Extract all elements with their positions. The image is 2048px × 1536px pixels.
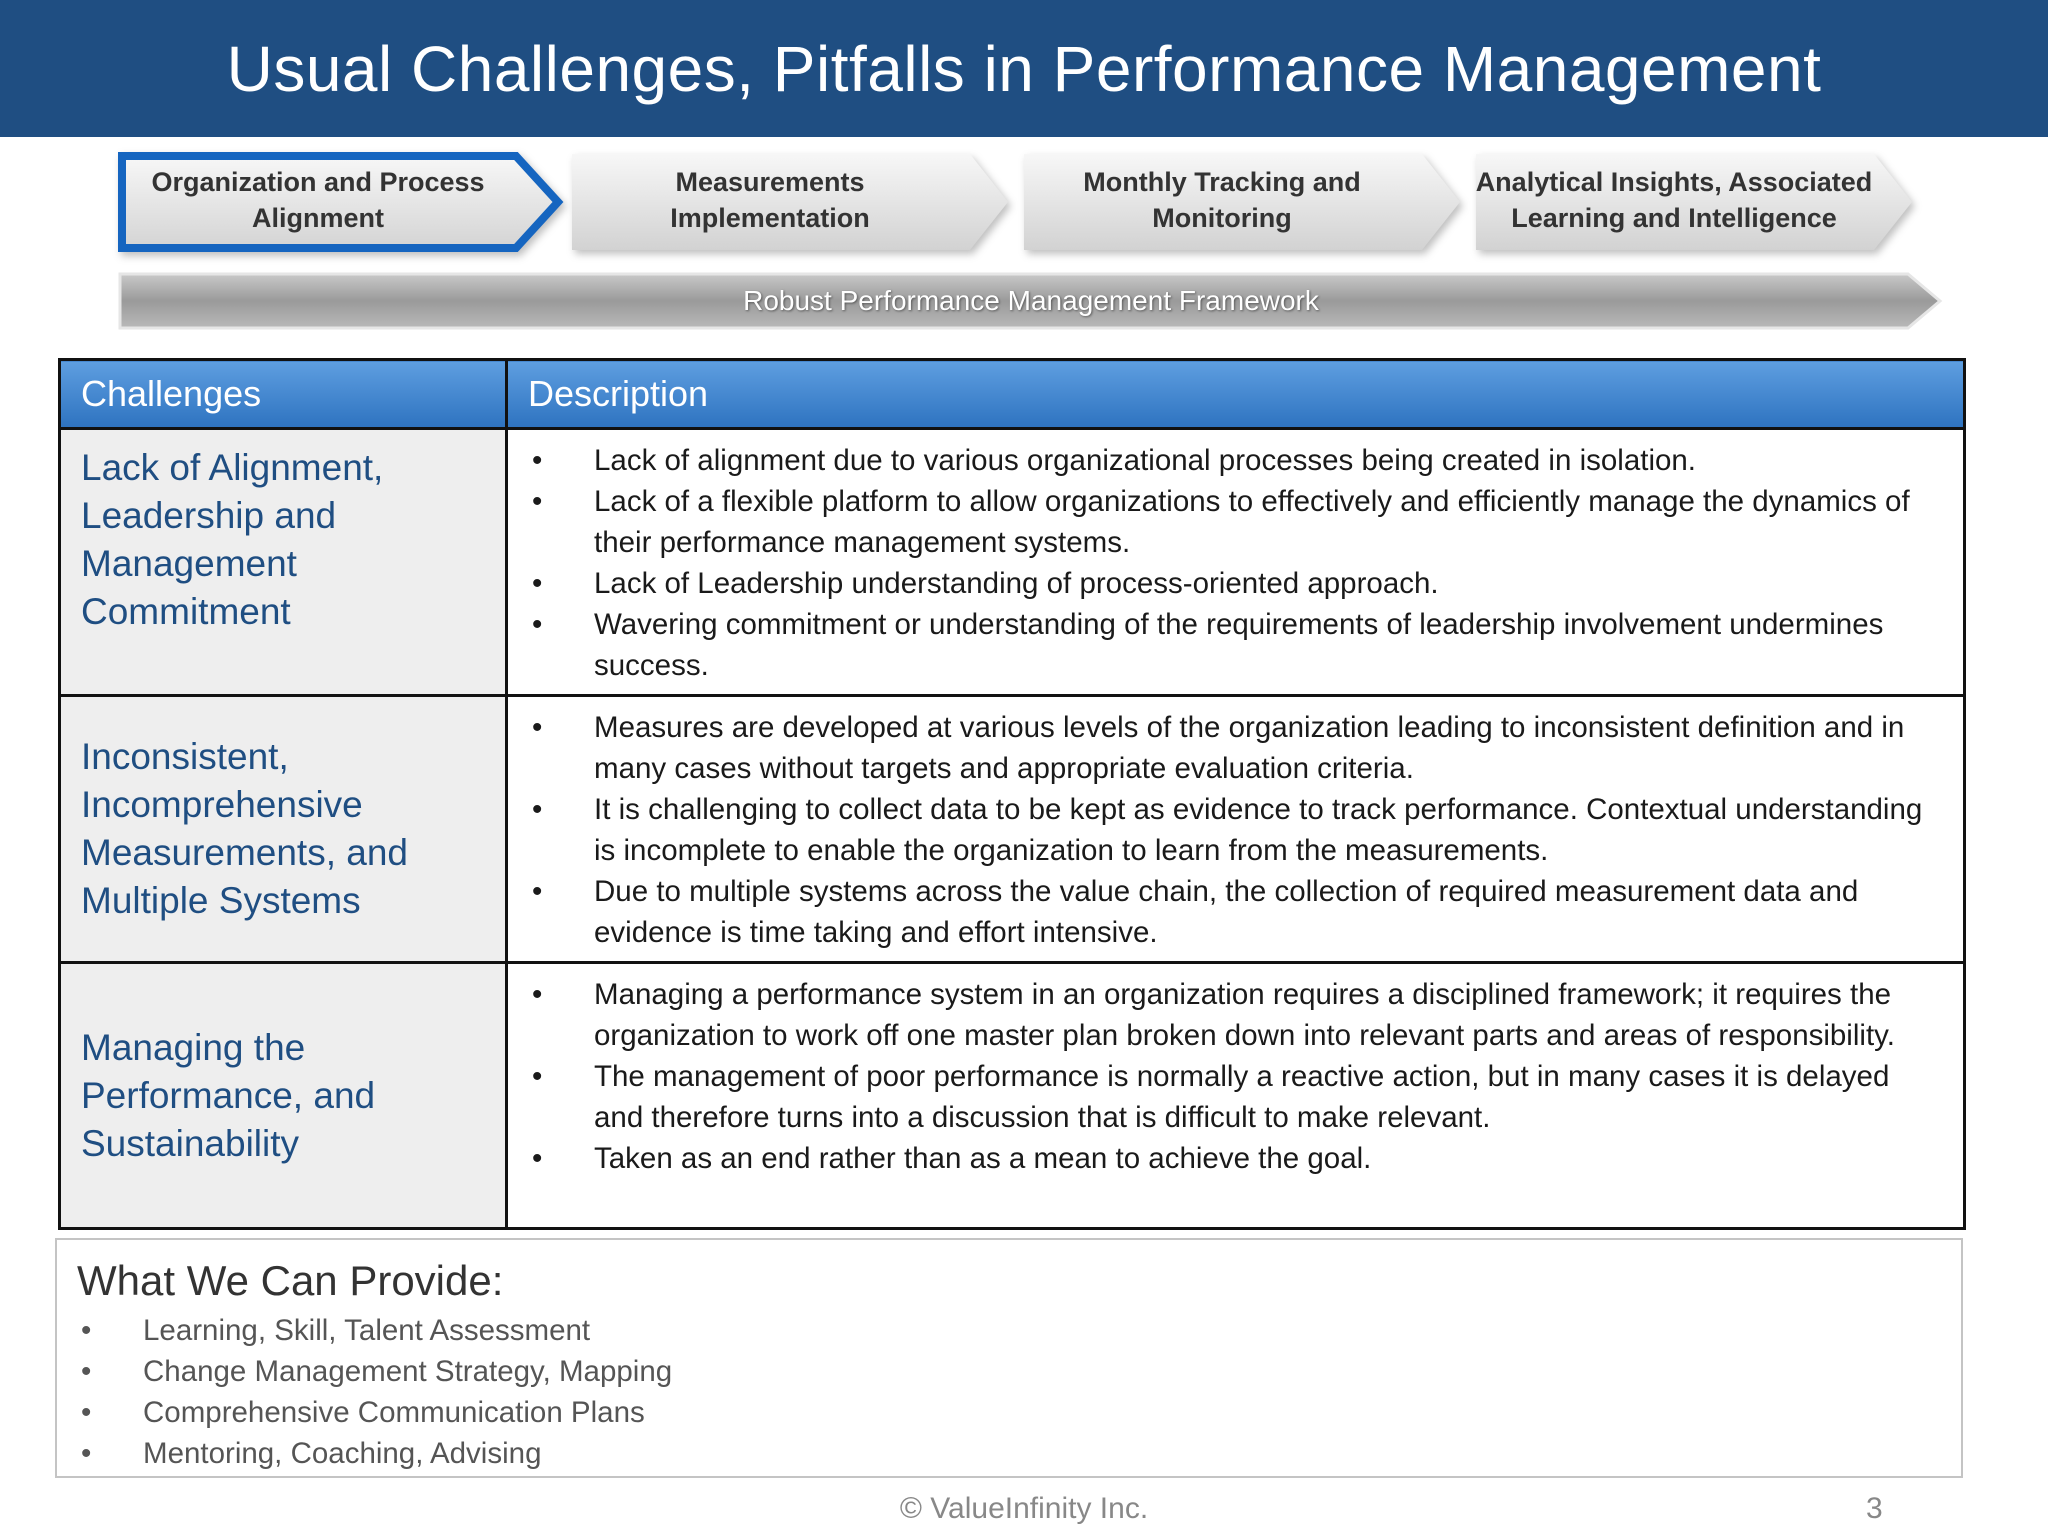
header-challenges: Challenges [60, 360, 507, 429]
description-bullet: • Lack of a flexible platform to allow organizations to effectively and efficiently manage the dynamics of their performance management systems. [528, 481, 1945, 563]
challenge-line: Inconsistent, [81, 736, 289, 777]
step-label-line2: Learning and Intelligence [1511, 203, 1837, 233]
challenge-line: Commitment [81, 591, 291, 632]
step-organization-alignment [118, 152, 558, 248]
description-cell [507, 963, 1965, 1229]
provide-item: • Mentoring, Coaching, Advising [77, 1433, 1941, 1474]
description-list [528, 440, 1945, 686]
framework-label: Robust Performance Management Framework [743, 285, 1319, 316]
provide-heading: What We Can Provide: [77, 1257, 504, 1304]
what-we-provide-box [55, 1238, 1963, 1478]
step-label-line1: Measurements [675, 167, 865, 197]
description-bullet: • Measures are developed at various levels of the organization leading to inconsistent definition and in many cases without targets and appropriate evaluation criteria. [528, 707, 1945, 789]
challenge-line: Sustainability [81, 1122, 300, 1164]
step-measurements-implementation [570, 152, 1010, 248]
slide-title: Usual Challenges, Pitfalls in Performance Management [226, 32, 1822, 105]
slide-title-bar [0, 0, 2048, 137]
step-label-line2: Monitoring [1152, 203, 1292, 233]
header-description: Description [507, 360, 1965, 429]
challenge-cell [60, 429, 507, 696]
step-analytical-insights [1474, 152, 1914, 248]
slide-footer [0, 1492, 2048, 1532]
step-label-line2: Alignment [252, 203, 384, 233]
challenge-line: Management [81, 543, 297, 584]
description-bullet: • Due to multiple systems across the value chain, the collection of required measurement data and evidence is time taking and effort intensive. [528, 871, 1945, 953]
challenge-line: Measurements, and [81, 832, 409, 873]
description-bullet: • It is challenging to collect data to be kept as evidence to track performance. Contextual understanding is incomplete to enable the organization to learn from the measurements. [528, 789, 1945, 871]
provide-item: • Change Management Strategy, Mapping [77, 1351, 1941, 1392]
challenge-line: Lack of Alignment, [81, 447, 384, 488]
provide-item: • Comprehensive Communication Plans [77, 1392, 1941, 1433]
table-row [60, 429, 1965, 696]
step-monthly-tracking [1022, 152, 1462, 248]
description-bullet: • The management of poor performance is normally a reactive action, but in many cases it is delayed and therefore turns into a discussion that is difficult to make relevant. [528, 1056, 1945, 1138]
step-label-line1: Monthly Tracking and [1083, 167, 1361, 197]
table-row [60, 696, 1965, 963]
challenges-table [58, 358, 1966, 1230]
provide-item: • Learning, Skill, Talent Assessment [77, 1310, 1941, 1351]
challenge-line: Incomprehensive [81, 784, 363, 825]
provide-list [77, 1310, 1941, 1474]
description-cell [507, 429, 1965, 696]
description-cell [507, 696, 1965, 963]
challenge-cell [60, 963, 507, 1229]
framework-arrow [118, 270, 1944, 332]
step-label-line1: Analytical Insights, Associated [1475, 167, 1873, 197]
challenge-line: Leadership and [81, 495, 337, 536]
challenge-line: Managing the [81, 1026, 306, 1068]
challenge-cell [60, 696, 507, 963]
description-bullet: • Lack of alignment due to various organizational processes being created in isolation. [528, 440, 1945, 481]
description-bullet: • Lack of Leadership understanding of process-oriented approach. [528, 563, 1945, 604]
challenge-line: Performance, and [81, 1074, 376, 1116]
description-bullet: • Wavering commitment or understanding of the requirements of leadership involvement undermines success. [528, 604, 1945, 686]
step-label-line1: Organization and Process [151, 167, 485, 197]
table-row [60, 963, 1965, 1229]
challenge-line: Multiple Systems [81, 880, 361, 921]
description-bullet: • Managing a performance system in an organization requires a disciplined framework; it requires the organization to work off one master plan broken down into relevant parts and areas of responsibility. [528, 974, 1945, 1056]
table-header-row [60, 360, 1965, 429]
description-list [528, 974, 1945, 1179]
step-label-line2: Implementation [670, 203, 870, 233]
description-list [528, 707, 1945, 953]
description-bullet: • Taken as an end rather than as a mean to achieve the goal. [528, 1138, 1945, 1179]
page-number: 3 [1866, 1492, 1883, 1525]
copyright-text: © ValueInfinity Inc. [899, 1492, 1149, 1525]
